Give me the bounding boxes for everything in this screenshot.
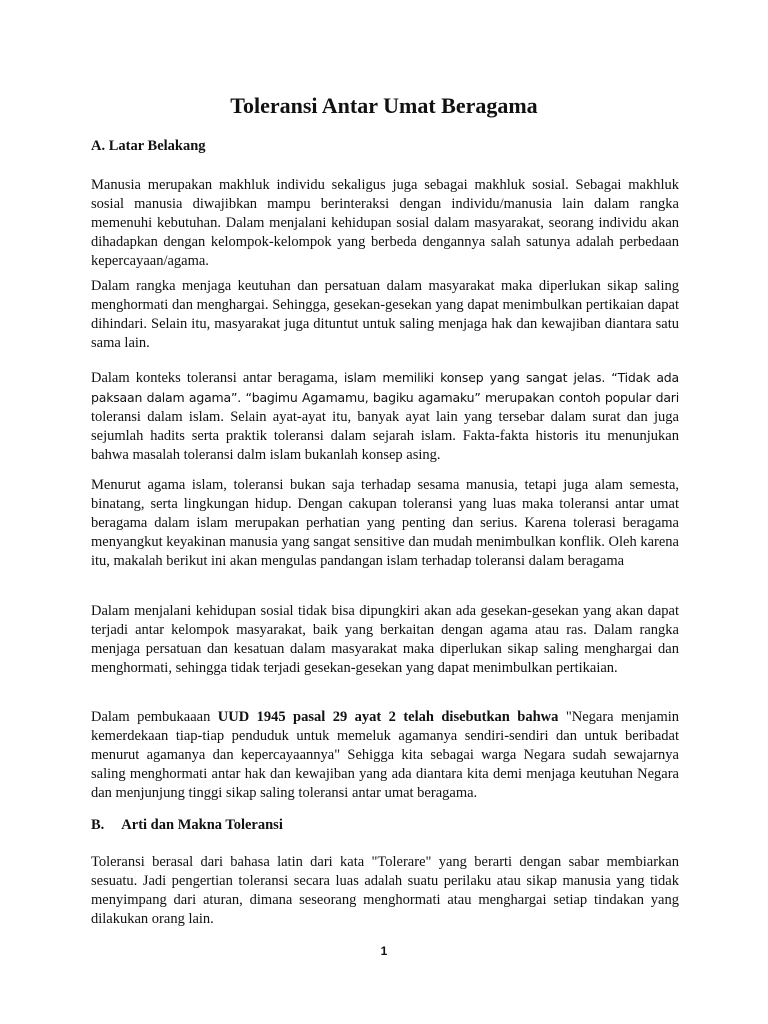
section-a-paragraph-1: Manusia merupakan makhluk individu sekaligus juga sebagai makhluk sosial. Sebagai makhluk sosial manusia diwajibkan mampu berinteraksi dengan individu/manusia lain dalam rangka memenuhi kebutuhan. Dalam menjalani kehidupan sosial dalam masyarakat, seorang individu akan dihadapkan dengan kelompok-kelompok yang berbeda dengannya salah satunya adalah perbedaan kepercayaan/agama. bbox=[91, 177, 679, 269]
section-b-heading bbox=[91, 817, 283, 834]
paragraph-3-text-end: toleransi dalam islam. Selain ayat-ayat itu, banyak ayat lain yang tersebar dalam surat dan juga sejumlah hadits serta praktik toleransi dalam sejarah islam. Fakta-fakta historis itu menunjukan bahwa masalah toleransi dalm islam bukanlah konsep asing. bbox=[91, 409, 679, 463]
paragraph-3-text-start: Dalam konteks toleransi antar beragama, bbox=[91, 370, 344, 386]
section-a-paragraph-5: Dalam menjalani kehidupan sosial tidak bisa dipungkiri akan ada gesekan-gesekan yang akan dapat terjadi antar kelompok masyarakat, baik yang berkaitan dengan agama atau ras. Dalam rangka menjaga persatuan dan kesatuan dalam masyarakat maka diperlukan sikap saling menghargai dan menghormati, sehingga tidak terjadi gesekan-gesekan yang dapat menimbulkan pertikaian. bbox=[91, 603, 679, 676]
paragraph-3-quoted-text: islam memiliki konsep yang sangat jelas. “Tidak ada paksaan dalam agama”. “bagimu Agamamu, bagiku agamaku” merupakan contoh popular dari bbox=[91, 370, 679, 405]
section-a-heading: A. Latar Belakang bbox=[91, 138, 206, 154]
section-b-paragraph-1: Toleransi berasal dari bahasa latin dari kata "Tolerare" yang berarti dengan sabar membiarkan sesuatu. Jadi pengertian toleransi secara luas adalah suatu perilaku atau sikap manusia yang tidak menyimpang dari aturan, dimana seseorang menghormati atau menghargai setiap tindakan yang dilakukan orang lain. bbox=[91, 854, 679, 927]
section-a-paragraph-2: Dalam rangka menjaga keutuhan dan persatuan dalam masyarakat maka diperlukan sikap saling menghormati dan menghargai. Sehingga, gesekan-gesekan yang dapat menimbulkan pertikaian dapat dihindari. Selain itu, masyarakat juga dituntut untuk saling menjaga hak dan kewajiban diantara satu sama lain. bbox=[91, 278, 679, 351]
section-a-paragraph-6 bbox=[91, 708, 679, 803]
page-number: 1 bbox=[380, 944, 388, 958]
paragraph-6-intro: Dalam pembukaaan bbox=[91, 709, 218, 725]
document-title: Toleransi Antar Umat Beragama bbox=[230, 93, 538, 118]
section-b-title: Arti dan Makna Toleransi bbox=[121, 817, 283, 833]
paragraph-6-legal-reference: UUD 1945 pasal 29 ayat 2 telah disebutkan bahwa bbox=[217, 709, 559, 725]
section-a-paragraph-3 bbox=[91, 368, 679, 465]
section-a-paragraph-4: Menurut agama islam, toleransi bukan saja terhadap sesama manusia, tetapi juga alam semesta, binatang, serta lingkungan hidup. Dengan cakupan toleransi yang luas maka toleransi antar umat beragama dalam islam merupakan perhatian yang penting dan serius. Karena tolerasi beragama menyangkut keyakinan manusia yang sangat sensitive dan mudah menimbulkan konflik. Oleh karena itu, makalah berikut ini akan mengulas pandangan islam terhadap toleransi dalam beragama bbox=[91, 477, 679, 569]
section-b-label: B. bbox=[91, 817, 105, 833]
paragraph-6-quote: "Negara menjamin kemerdekaan tiap-tiap penduduk untuk memeluk agamanya sendiri-sendiri dan untuk beribadat menurut agamanya dan kepercayaannya" Sehigga kita sebagai warga Negara sudah sewajarnya saling menghormati antar hak dan kewajiban yang ada diantara kita demi menjaga keutuhan Negara dan menjunjung tinggi sikap saling toleransi antar umat beragama. bbox=[91, 709, 680, 801]
